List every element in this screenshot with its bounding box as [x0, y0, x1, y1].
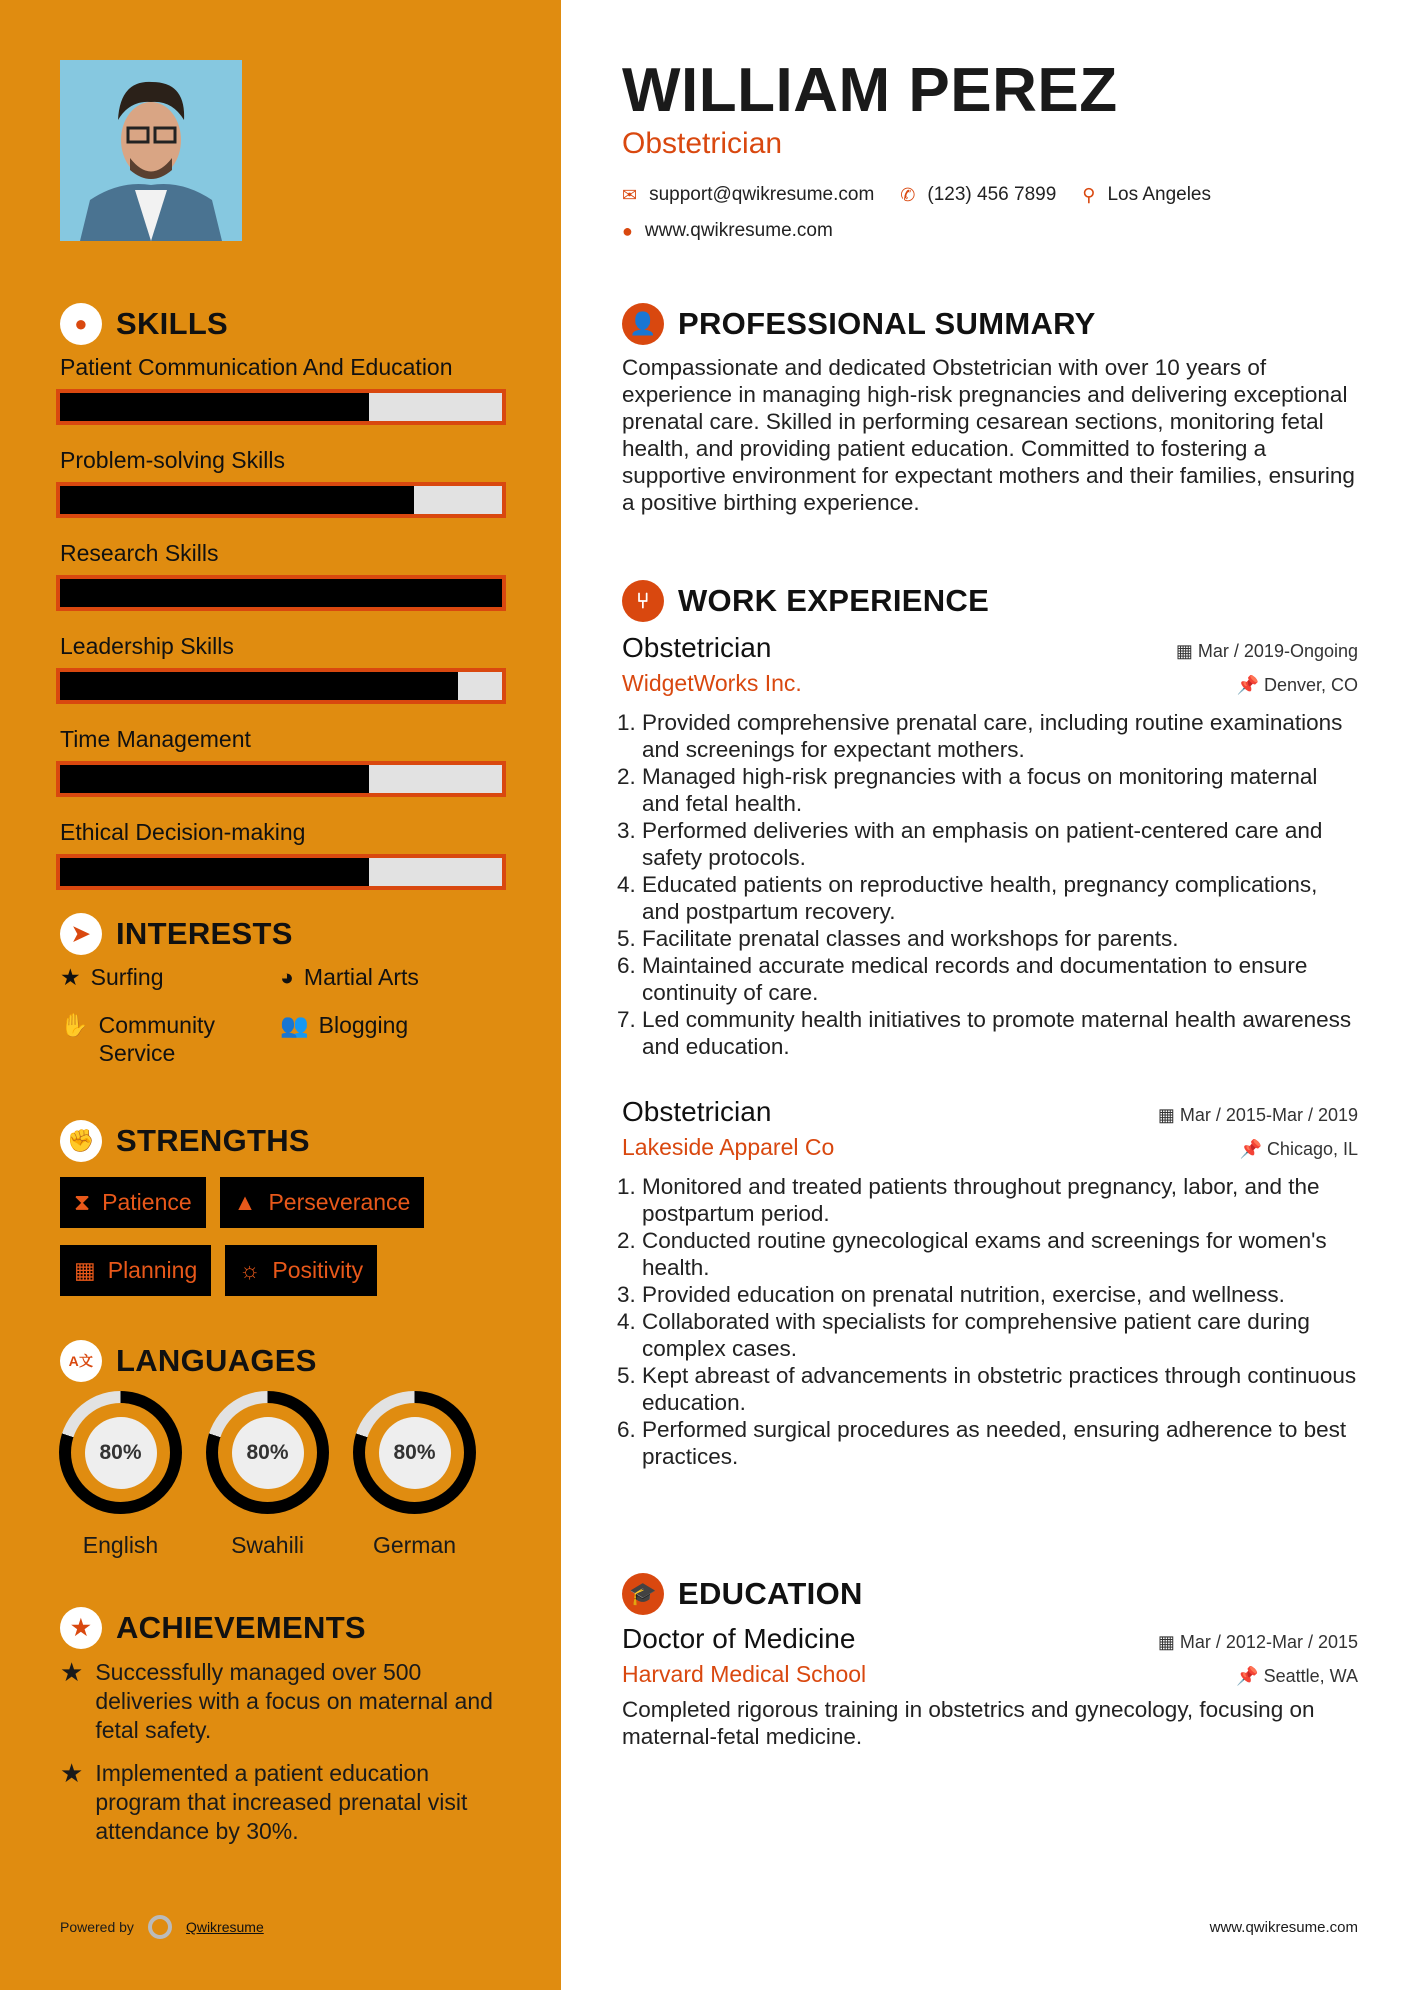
skill-item	[56, 447, 506, 518]
degree: Doctor of Medicine	[622, 1623, 856, 1654]
calendar-icon: ▦	[74, 1257, 96, 1283]
job-bullet: 7. Led community health initiatives to promote maternal health awareness and education.	[642, 1006, 1358, 1060]
strength-tag: ▲ Perseverance	[220, 1177, 425, 1228]
language-item	[353, 1391, 476, 1559]
language-ring	[353, 1391, 476, 1514]
skill-bar-fill	[60, 672, 458, 700]
candidate-name: WILLIAM PEREZ	[622, 56, 1118, 125]
education-text: Completed rigorous training in obstetrics and gynecology, focusing on maternal-fetal medicine.	[622, 1697, 1315, 1749]
language-label: Swahili	[231, 1532, 304, 1558]
qwikresume-link[interactable]: Qwikresume	[185, 1919, 264, 1935]
skill-bar-fill	[60, 393, 369, 421]
lightbulb-icon: ●	[60, 303, 102, 345]
star-icon: ★	[60, 1758, 84, 1788]
summary-heading: 👤 PROFESSIONAL SUMMARY	[622, 303, 1358, 345]
skills-heading: ● SKILLS	[60, 303, 228, 345]
sun-icon: ☼	[239, 1257, 261, 1283]
work-heading: ⑂ WORK EXPERIENCE	[622, 580, 1358, 622]
skill-label: Problem-solving Skills	[60, 447, 285, 473]
email-contact[interactable]: ✉ support@qwikresume.com	[622, 184, 875, 205]
calendar-icon: ▦	[1175, 641, 1198, 661]
qwikresume-logo-icon	[148, 1915, 172, 1939]
company-name: WidgetWorks Inc.	[622, 670, 802, 696]
summary-text: Compassionate and dedicated Obstetrician with over 10 years of experience in managing high-risk pregnancies and delivering exceptional prenatal care. Skilled in performing cesarean sections, monitoring fetal health, and providing patient education. Committed to fostering a supportive environment for expectant mothers and their families, ensuring a positive birthing experience.	[622, 355, 1355, 515]
powered-by: Powered by Qwikresume	[60, 1915, 264, 1939]
strength-tag: ⧗ Patience	[60, 1177, 206, 1228]
language-percent: 80%	[379, 1417, 451, 1489]
pin-icon: 📌	[1236, 675, 1264, 695]
interest-item: ✋ Community Service	[60, 1012, 215, 1066]
calendar-icon: ▦	[1157, 1105, 1180, 1125]
job-title: Obstetrician	[622, 1096, 772, 1127]
sidebar	[0, 0, 561, 1990]
pin-icon: 📌	[1239, 1139, 1267, 1159]
company-name: Lakeside Apparel Co	[622, 1134, 835, 1160]
work-section	[622, 580, 1358, 1470]
skill-label: Patient Communication And Education	[60, 354, 453, 380]
interests-heading: ➤ INTERESTS	[60, 913, 293, 955]
pin-icon: 📌	[1236, 1666, 1264, 1686]
skill-bar	[56, 575, 506, 611]
language-label: English	[82, 1532, 159, 1558]
skill-bar-fill	[60, 858, 369, 886]
interests-list	[60, 963, 500, 1067]
achievement-item: ★ Successfully managed over 500 deliveries with a focus on maternal and fetal safety.	[60, 1657, 493, 1743]
skills-list	[56, 354, 506, 912]
skill-label: Leadership Skills	[60, 633, 234, 659]
map-pin-icon: ⚲	[1082, 184, 1096, 205]
job-bullet: 2. Conducted routine gynecological exams and screenings for women's health.	[642, 1227, 1358, 1281]
job-entry: Obstetrician ▦ Mar / 2019-Ongoing WidgetWorks Inc. 📌 Denver, CO 1. Provided comprehensive prenatal care, including routine examinations and screenings for expectant mothers. 2. Managed high-risk pregnancies with a focus on monitoring maternal and fetal health. 3. Performed deliveries with an emphasis on patient-centered care and safety protocols. 4. Educated patients on reproductive health, pregnancy complications, and postpartum recovery. 5. Facilitate prenatal classes and workshops for parents. 6. Maintained accurate medical records and documentation to ensure continuity of care. 7. Led community health initiatives to promote maternal health awareness and education.	[622, 632, 1358, 1060]
fist-icon: ✊	[60, 1120, 102, 1162]
job-bullet: 2. Managed high-risk pregnancies with a focus on monitoring maternal and fetal health.	[642, 763, 1358, 817]
achievement-item: ★ Implemented a patient education program that increased prenatal visit attendance by 30%.	[60, 1758, 468, 1844]
language-item	[206, 1391, 329, 1559]
interest-item: ◕ Martial Arts	[280, 964, 419, 990]
strength-tag: ▦ Planning	[60, 1245, 211, 1296]
skill-bar	[56, 761, 506, 797]
skill-item	[56, 540, 506, 611]
job-bullet: 6. Maintained accurate medical records and documentation to ensure continuity of care.	[642, 952, 1358, 1006]
phone-contact[interactable]: ✆ (123) 456 7899	[900, 184, 1057, 205]
strengths-heading: ✊ STRENGTHS	[60, 1120, 310, 1162]
skill-bar	[56, 482, 506, 518]
strengths-list	[60, 1177, 480, 1296]
skill-bar	[56, 854, 506, 890]
skill-label: Research Skills	[60, 540, 219, 566]
hourglass-icon: ⧗	[74, 1189, 91, 1215]
job-bullet: 1. Provided comprehensive prenatal care, including routine examinations and screenings for expectant mothers.	[642, 709, 1358, 763]
phone-icon: ✆	[900, 184, 916, 205]
skill-bar-fill	[60, 579, 502, 607]
languages-heading: A文 LANGUAGES	[60, 1340, 317, 1382]
header	[622, 56, 1358, 242]
footer-url[interactable]: www.qwikresume.com	[1209, 1919, 1358, 1936]
location-contact: ⚲ Los Angeles	[1082, 184, 1211, 205]
language-icon: A文	[60, 1340, 102, 1382]
job-bullet: 3. Performed deliveries with an emphasis on patient-centered care and safety protocols.	[642, 817, 1358, 871]
chair-icon: ⑂	[622, 580, 664, 622]
candidate-title: Obstetrician	[622, 127, 783, 160]
star-badge-icon: ★	[60, 1607, 102, 1649]
road-icon: ▲	[233, 1189, 257, 1215]
job-bullet: 6. Performed surgical procedures as needed, ensuring adherence to best practices.	[642, 1416, 1358, 1470]
envelope-icon: ✉	[622, 184, 638, 205]
skill-item	[56, 354, 506, 425]
hand-icon: ✋	[60, 1012, 89, 1038]
paper-plane-icon: ➤	[60, 913, 102, 955]
skill-bar	[56, 668, 506, 704]
languages-list	[59, 1391, 476, 1559]
summary-section	[622, 303, 1358, 516]
job-bullet: 3. Provided education on prenatal nutrition, exercise, and wellness.	[642, 1281, 1358, 1308]
education-heading: 🎓 EDUCATION	[622, 1573, 1358, 1615]
globe-icon: ◕	[280, 964, 294, 990]
user-icon: 👤	[622, 303, 664, 345]
interest-item: 👥 Blogging	[280, 1011, 490, 1067]
job-bullet: 4. Collaborated with specialists for comprehensive patient care during complex cases.	[642, 1308, 1358, 1362]
job-bullet: 4. Educated patients on reproductive health, pregnancy complications, and postpartum recovery.	[642, 871, 1358, 925]
job-entry: Obstetrician ▦ Mar / 2015-Mar / 2019 Lakeside Apparel Co 📌 Chicago, IL 1. Monitored and treated patients throughout pregnancy, labor, and the postpartum period. 2. Conducted routine gynecological exams and screenings for women's health. 3. Provided education on prenatal nutrition, exercise, and wellness. 4. Collaborated with specialists for comprehensive patient care during complex cases. 5. Kept abreast of advancements in obstetric practices through continuous education. 6. Performed surgical procedures as needed, ensuring adherence to best practices.	[622, 1096, 1358, 1470]
skill-bar-fill	[60, 765, 369, 793]
language-item	[59, 1391, 182, 1559]
language-ring	[59, 1391, 182, 1514]
graduate-icon: 🎓	[622, 1573, 664, 1615]
calendar-icon: ▦	[1157, 1632, 1180, 1652]
interest-item: ★ Surfing	[60, 964, 164, 990]
language-percent: 80%	[85, 1417, 157, 1489]
skill-item	[56, 726, 506, 797]
skill-bar	[56, 389, 506, 425]
skill-item	[56, 819, 506, 890]
star-icon: ★	[60, 964, 81, 990]
job-title: Obstetrician	[622, 632, 772, 663]
school: Harvard Medical School	[622, 1661, 867, 1687]
strength-tag: ☼ Positivity	[225, 1245, 377, 1296]
language-ring	[206, 1391, 329, 1514]
skill-item	[56, 633, 506, 704]
job-bullet: 5. Kept abreast of advancements in obstetric practices through continuous education.	[642, 1362, 1358, 1416]
globe-icon: ●	[622, 220, 633, 241]
job-bullet: 1. Monitored and treated patients throughout pregnancy, labor, and the postpartum period.	[642, 1173, 1358, 1227]
star-icon: ★	[60, 1657, 84, 1687]
skill-label: Time Management	[60, 726, 251, 752]
language-label: German	[372, 1532, 457, 1558]
skill-label: Ethical Decision-making	[60, 819, 306, 845]
job-bullet: 5. Facilitate prenatal classes and workshops for parents.	[642, 925, 1358, 952]
achievements-heading: ★ ACHIEVEMENTS	[60, 1607, 366, 1649]
language-percent: 80%	[232, 1417, 304, 1489]
profile-photo	[60, 60, 242, 241]
users-icon: 👥	[280, 1012, 309, 1038]
skill-bar-fill	[60, 486, 414, 514]
website-contact[interactable]: ● www.qwikresume.com	[622, 220, 833, 241]
achievements-list	[60, 1658, 500, 1860]
education-section: 🎓 EDUCATION Doctor of Medicine ▦ Mar / 2012-Mar / 2015 Harvard Medical School 📌 Seattle, WA Completed rigorous training in obstetrics and gynecology, focusing on maternal-fetal medicine.	[622, 1573, 1358, 1750]
